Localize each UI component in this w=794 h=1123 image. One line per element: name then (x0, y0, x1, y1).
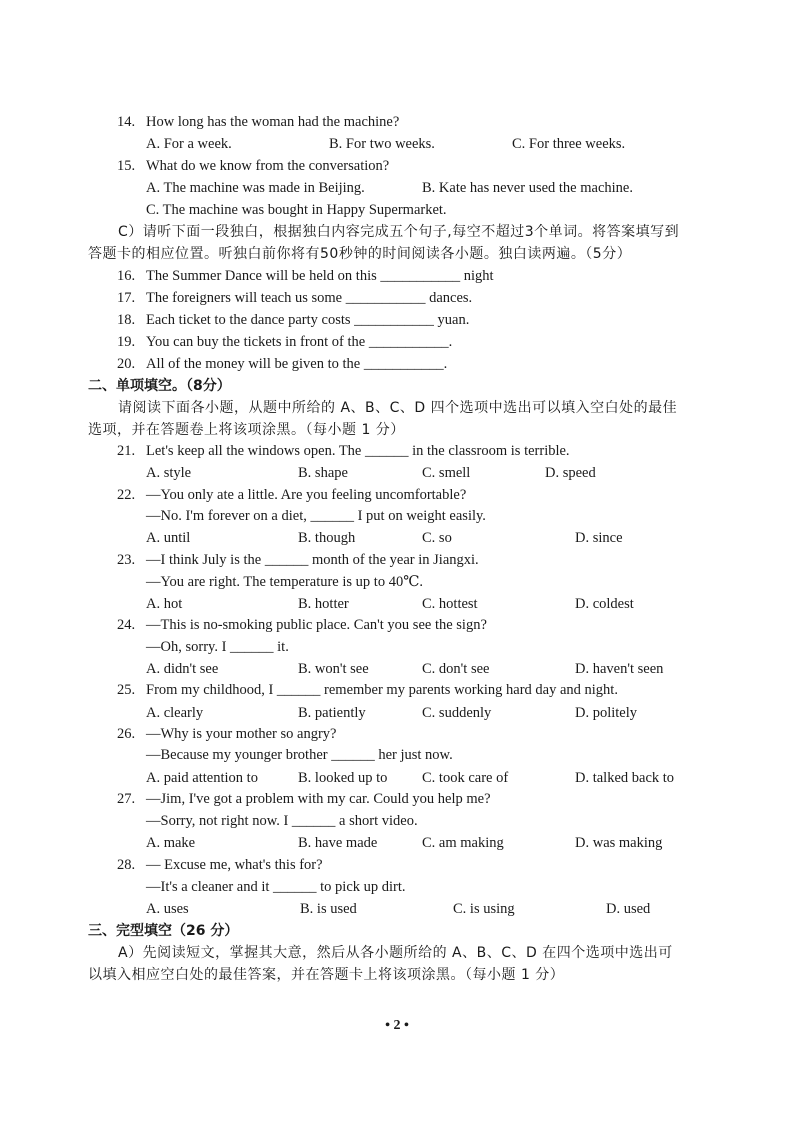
option-b: B. hotter (298, 596, 349, 612)
question-number: 24. (117, 617, 136, 633)
page-number: • 2 • (385, 1018, 409, 1033)
instruction-line: 答题卡的相应位置。听独白前你将有50秒钟的时间阅读各小题。独白读两遍。（5分） (88, 246, 632, 262)
option-c: C. suddenly (422, 705, 492, 721)
question-stem-line2: —It's a cleaner and it ______ to pick up dirt. (146, 879, 406, 895)
option-b: B. though (298, 530, 356, 546)
option-a: A. For a week. (146, 136, 232, 152)
option-a: A. style (146, 465, 192, 481)
question-stem: —I think July is the ______ month of the year in Jiangxi. (146, 552, 479, 568)
instruction-line: 选项，并在答题卷上将该项涂黑。（每小题 1 分） (88, 422, 405, 438)
question-number: 19. (117, 334, 136, 350)
question-stem: From my childhood, I ______ remember my parents working hard day and night. (146, 682, 618, 698)
option-c: C. For three weeks. (512, 136, 626, 152)
option-b: B. For two weeks. (329, 136, 435, 152)
option-b: B. is used (300, 901, 357, 917)
question-number: 26. (117, 726, 136, 742)
option-d: D. used (606, 901, 651, 917)
question-stem: Let's keep all the windows open. The ______ in the classroom is terrible. (146, 443, 570, 459)
question-stem: What do we know from the conversation? (146, 158, 390, 174)
question-stem: You can buy the tickets in front of the ___________. (146, 334, 453, 350)
question-number: 27. (117, 791, 136, 807)
option-d: D. politely (575, 705, 638, 721)
option-d: D. coldest (575, 596, 634, 612)
question-stem: —Why is your mother so angry? (146, 726, 337, 742)
question-number: 16. (117, 268, 136, 284)
question-number: 22. (117, 487, 136, 503)
question-number: 15. (117, 158, 136, 174)
question-stem: Each ticket to the dance party costs ___________ yuan. (146, 312, 470, 328)
option-b: B. have made (298, 835, 378, 851)
option-c: C. don't see (422, 661, 490, 677)
option-d: D. since (575, 530, 623, 546)
option-c: C. is using (453, 901, 515, 917)
section-title: 二、单项填空。（8分） (88, 378, 231, 394)
option-a: A. didn't see (146, 661, 219, 677)
question-number: 14. (117, 114, 136, 130)
option-d: D. haven't seen (575, 661, 664, 677)
question-number: 28. (117, 857, 136, 873)
question-stem: All of the money will be given to the ___________. (146, 356, 448, 372)
instruction-line: 请阅读下面各小题，从题中所给的 A、B、C、D 四个选项中选出可以填入空白处的最佳 (118, 400, 678, 416)
question-14 (117, 112, 135, 132)
section-title: 三、完型填空（26 分） (88, 923, 239, 939)
question-stem: —You only ate a little. Are you feeling uncomfortable? (146, 487, 467, 503)
option-c: C. The machine was bought in Happy Supermarket. (146, 202, 447, 218)
question-number: 23. (117, 552, 136, 568)
option-c: C. hottest (422, 596, 478, 612)
option-a: A. The machine was made in Beijing. (146, 180, 365, 196)
question-stem: How long has the woman had the machine? (146, 114, 400, 130)
question-stem-line2: —Oh, sorry. I ______ it. (146, 639, 289, 655)
option-a: A. clearly (146, 705, 204, 721)
option-c: C. took care of (422, 770, 509, 786)
option-b: B. looked up to (298, 770, 388, 786)
instruction-line: C）请听下面一段独白，根据独白内容完成五个句子,每空不超过3个单词。将答案填写到 (118, 224, 680, 240)
question-stem: The foreigners will teach us some ___________ dances. (146, 290, 473, 306)
question-stem: —This is no-smoking public place. Can't you see the sign? (146, 617, 487, 633)
option-a: A. paid attention to (146, 770, 258, 786)
question-stem-line2: —You are right. The temperature is up to 40℃. (146, 574, 424, 590)
question-number: 18. (117, 312, 136, 328)
option-d: D. speed (545, 465, 596, 481)
question-number: 21. (117, 443, 136, 459)
option-b: B. patiently (298, 705, 366, 721)
option-a: A. hot (146, 596, 183, 612)
option-d: D. talked back to (575, 770, 675, 786)
instruction-line: 以填入相应空白处的最佳答案，并在答题卡上将该项涂黑。（每小题 1 分） (88, 967, 565, 983)
question-stem-line2: —No. I'm forever on a diet, ______ I put on weight easily. (146, 508, 486, 524)
option-d: D. was making (575, 835, 663, 851)
question-number: 20. (117, 356, 136, 372)
option-b: B. Kate has never used the machine. (422, 180, 633, 196)
option-b: B. shape (298, 465, 348, 481)
question-stem: — Excuse me, what's this for? (146, 857, 323, 873)
question-number: 17. (117, 290, 136, 306)
option-b: B. won't see (298, 661, 369, 677)
option-a: A. uses (146, 901, 189, 917)
instruction-line: A）先阅读短文，掌握其大意，然后从各小题所给的 A、B、C、D 在四个选项中选出可 (118, 945, 673, 961)
option-c: C. so (422, 530, 452, 546)
question-stem: The Summer Dance will be held on this ___________ night (146, 268, 494, 284)
question-number: 25. (117, 682, 136, 698)
option-c: C. smell (422, 465, 471, 481)
option-c: C. am making (422, 835, 504, 851)
option-a: A. until (146, 530, 191, 546)
question-stem-line2: —Sorry, not right now. I ______ a short video. (146, 813, 418, 829)
option-a: A. make (146, 835, 196, 851)
question-stem: —Jim, I've got a problem with my car. Could you help me? (146, 791, 491, 807)
question-stem-line2: —Because my younger brother ______ her just now. (146, 747, 453, 763)
